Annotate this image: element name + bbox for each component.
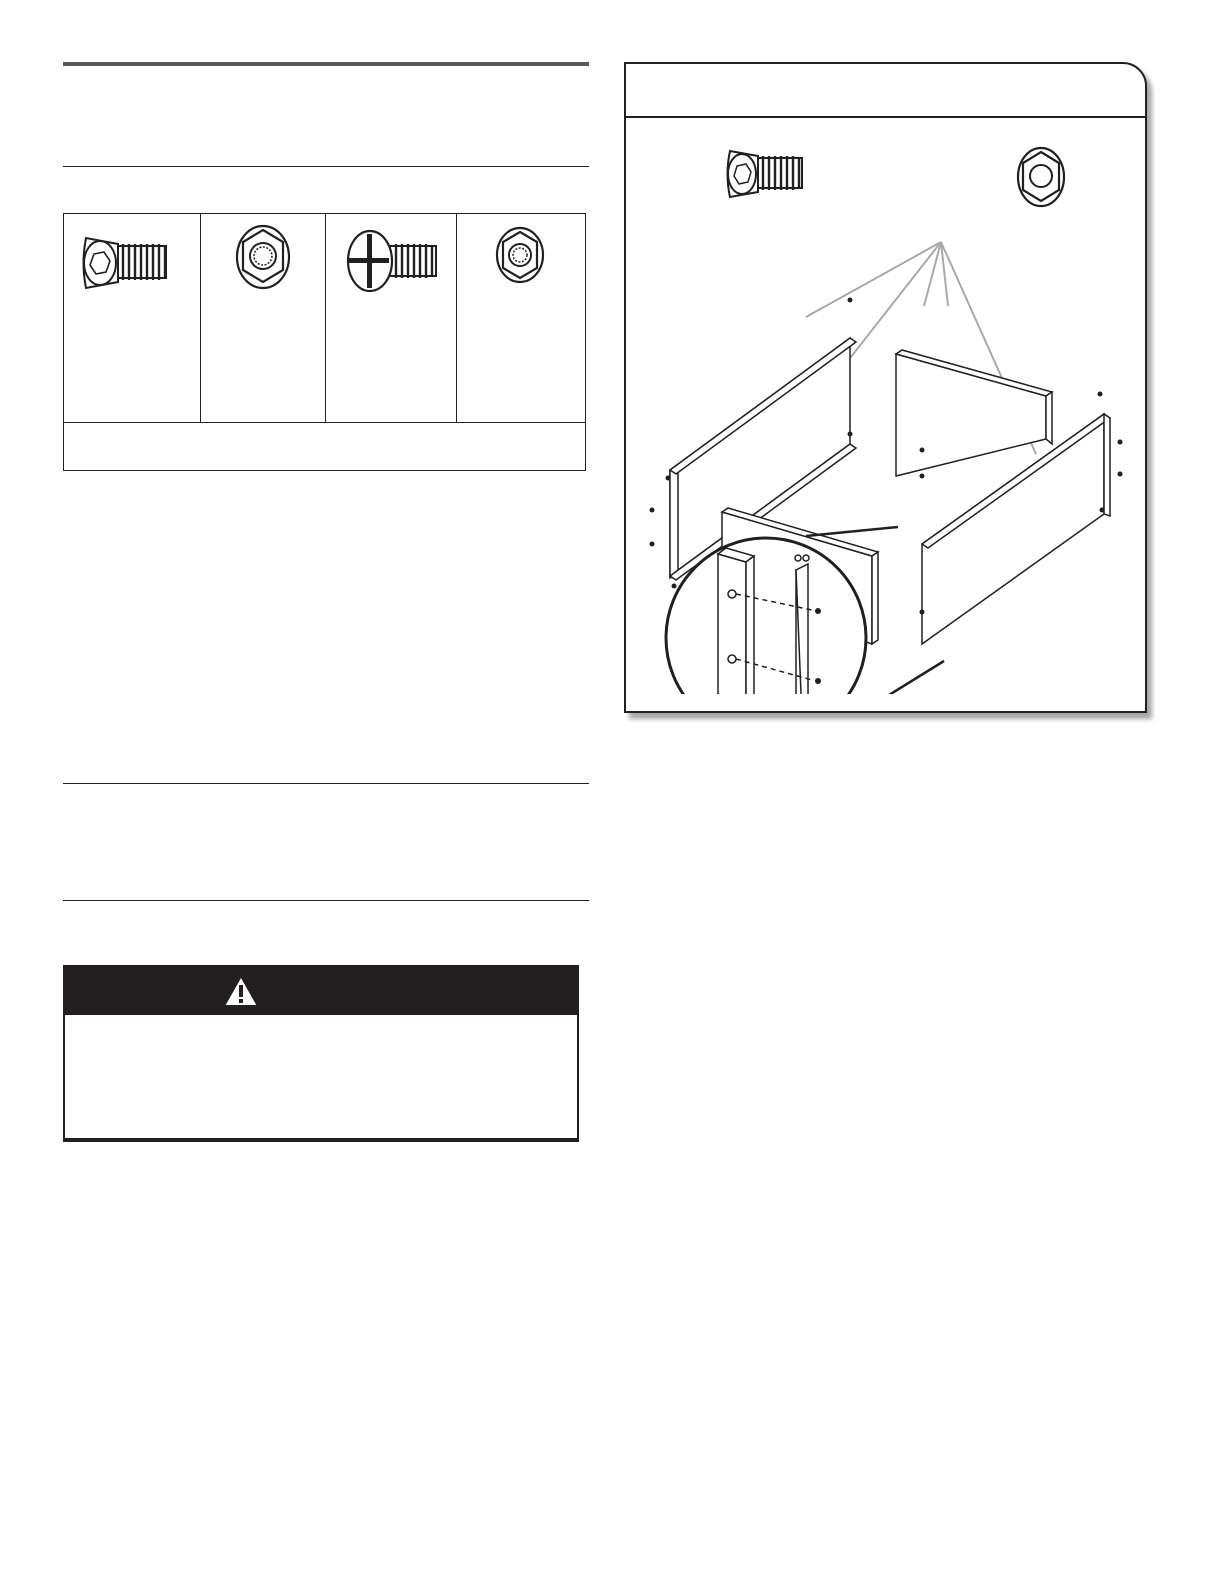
back-panel	[896, 350, 1052, 476]
parts-cell-screw	[326, 214, 457, 422]
section-rule-top	[63, 62, 589, 66]
parts-row	[64, 214, 585, 422]
section-divider-1	[63, 166, 589, 167]
flange-nut-icon	[235, 224, 291, 290]
section-divider-3	[63, 900, 589, 901]
section-divider-2	[63, 783, 589, 784]
parts-cell-nut	[201, 214, 326, 422]
hex-socket-bolt-icon	[78, 232, 170, 294]
phillips-screw-icon	[346, 228, 442, 294]
warning-triangle-icon	[222, 974, 260, 1008]
flange-nut-small-icon	[495, 226, 545, 284]
figure-header	[626, 64, 1145, 118]
assembly-diagram	[626, 214, 1145, 694]
parts-table	[63, 213, 586, 471]
detail-leader-top	[806, 527, 898, 536]
figure-bolt-icon	[724, 146, 806, 202]
parts-cell-bolt	[64, 214, 201, 422]
parts-cell-small-nut	[457, 214, 584, 422]
warning-header	[65, 967, 577, 1015]
warning-box	[63, 965, 579, 1142]
assembly-figure	[624, 62, 1147, 713]
parts-table-footer	[64, 422, 585, 471]
figure-nut-icon	[1016, 146, 1066, 208]
